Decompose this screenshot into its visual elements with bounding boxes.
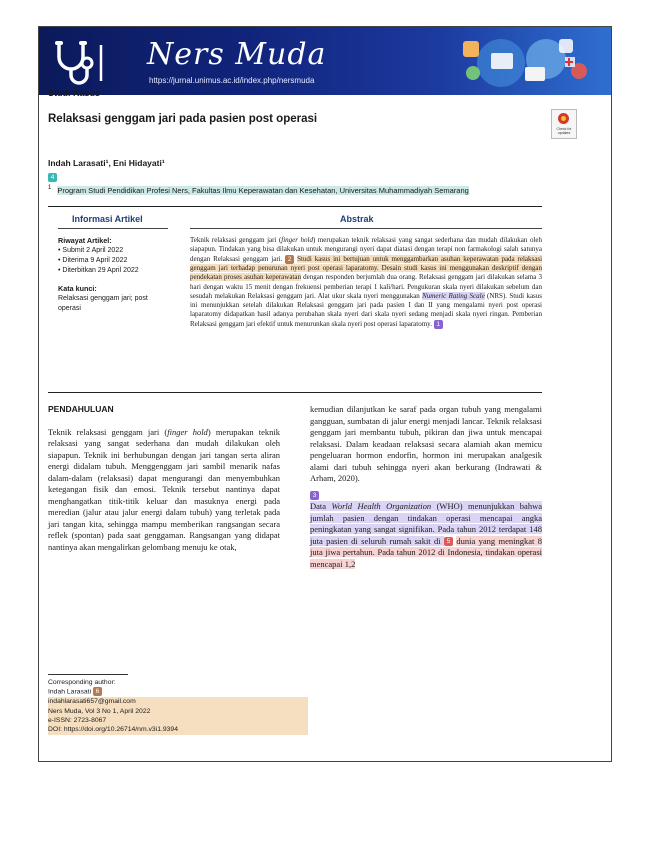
paragraph: kemudian dilanjutkan ke saraf pada organ tubuh yang mengalami gangguan, sumbatan di jalur energi menjadi lancar. Teknik relaksasi genggam jari membantu tubuh, pikiran dan jiwa untuk mencapai relaksasi. Dalam keadaan relaksasi secara alamiah akan memicu pengeluaran hormon endorfin, hormon ini merupakan analgesik alami dari tubuh sehingga nyeri akan berkurang (Indrawati & Arham, 2020).	[310, 404, 542, 483]
history-item: • Diterbitkan 29 April 2022	[58, 267, 139, 274]
history-item: • Diterima 9 April 2022	[58, 257, 128, 264]
divider	[48, 392, 542, 393]
authors	[48, 158, 165, 168]
annotation-badge-5: 5	[444, 537, 453, 546]
info-heading: Informasi Artikel	[72, 214, 143, 224]
paragraph: Data World Health Organization (WHO) menunjukkan bahwa jumlah pasien dengan tindakan operasi mencapai angka peningkatan yang sangat signifikan. Pada tahun 2012 terdapat 148 juta pasien di seluruh rumah sakit di 5 dunia yang meningkat 8 juta jiwa pertahun. Pada tahun 2012 di Indonesia, tindakan operasi mencapai 1,2	[310, 501, 543, 569]
journal-page	[38, 26, 612, 762]
annotation-badge-3: 3	[310, 491, 319, 500]
author-names: Indah Larasati¹, Eni Hidayati¹	[48, 158, 165, 168]
article-title: Relaksasi genggam jari pada pasien post operasi	[48, 113, 318, 125]
footnote-divider	[48, 674, 128, 675]
annotation-badge-1: 1	[434, 320, 443, 329]
article-type: Studi Kasus	[48, 88, 101, 98]
footnote	[48, 678, 308, 735]
abstract-text: Teknik relaksasi genggam jari (finger hold) merupakan teknik relaksasi yang sangat sederhana dan mudah dilakukan oleh siapapun. Tindakan yang bisa dilakukan untuk mengurangi nyeri dapat diatasi dengan terapi non farmakologi salah satunya dengan Relaksasi genggam jari. 2 Studi kasus ini bertujuan untuk menggambarkan asuhan keperawatan pada relaksasi genggam jari terhadap penurunan nyeri post operasi laparatomy. Desain studi kasus ini menggunakan deskriptif dengan pendekatan proses asuhan keperawatan dengan responden berjumlah dua orang. Relaksasi genggam jari dilakukan selama 3 hari dengan waktu 15 menit dengan frekuensi pemberian terapi 1 kali/hari. Pengukuran skala nyeri dilakukan sebelum dan sesudah melakukan Relaksasi genggam jari. Alat ukur skala nyeri menggunakan Numeric Rating Scale (NRS). Studi kasus ini menunjukkan setelah dilakukan Relaksasi genggam jari pada pasien I dan II yang mengalami nyeri post operasi laparatomy didapatkan hasil adanya perubahan skala nyeri dari skala nyeri sedang menjadi skala nyeri ringan. Pemberian Relaksasi genggam jari efektif untuk menurunkan skala nyeri post operasi laparatomy. 1	[190, 236, 543, 328]
info-divider	[58, 228, 168, 229]
body-right-column	[310, 404, 542, 570]
affiliation-text: Program Studi Pendidikan Profesi Ners, Fakultas Ilmu Keperawatan dan Kesehatan, Universitas Muhammadiyah Semarang	[57, 185, 469, 195]
divider	[48, 206, 542, 207]
annotation-badge-6: 6	[93, 687, 102, 696]
keywords: Relaksasi genggam jari; post operasi	[58, 295, 148, 312]
doi-link[interactable]: DOI: https://doi.org/10.26714/nm.v3i1.9394	[48, 725, 308, 734]
corresponding-label: Corresponding author:	[48, 679, 116, 686]
body-left-column: PENDAHULUAN Teknik relaksasi genggam jari (finger hold) merupakan teknik relaksasi yang sangat sederhana dan mudah dilakukan oleh siapapun. Teknik ini berhubungan dengan jari tangan serta aliran energi didalam tubuh. Menggenggam jari sambil menarik nafas dalam-dalam (relaksasi) dapat mengurangi dan menyembuhkan ketegangan fisik dan emosi. Teknik tersebut nantinya dapat menghangatkan titik-titik keluar dan masuknya energi pada meredian (jalur atau jalur energi dalam tubuh) yang terletak pada jari tangan kita, sehingga mampu memberikan rangsangan secara reflek (spontan) pada saat genggaman. Rangsangan yang didapat nantinya akan mengalirkan gelombang menuju ke otak,	[48, 404, 280, 552]
corresponding-name: Indah Larasati 6	[48, 687, 308, 697]
medical-illustration-icon	[451, 33, 601, 91]
history-item: • Submit 2 April 2022	[58, 247, 124, 254]
journal-name: Ners Muda	[147, 37, 327, 72]
affiliation-number: 1	[48, 185, 52, 191]
keywords-label: Kata kunci:	[58, 284, 97, 293]
article-info	[58, 236, 168, 314]
section-heading: PENDAHULUAN	[48, 404, 114, 414]
crossmark-label: Check for updates	[556, 127, 572, 135]
stethoscope-logo-icon	[53, 39, 131, 85]
abstract-divider	[190, 228, 542, 229]
abstract-heading: Abstrak	[340, 214, 374, 224]
issn: e-ISSN: 2723-8067	[48, 716, 308, 725]
journal-url[interactable]: https://jurnal.unimus.ac.id/index.php/nersmuda	[149, 76, 315, 85]
affiliation	[48, 183, 542, 196]
history-label: Riwayat Artikel:	[58, 236, 112, 245]
email-link[interactable]: indahlarasati657@gmail.com	[48, 697, 308, 706]
crossmark-dot	[561, 116, 566, 121]
annotation-badge-2: 2	[285, 255, 294, 264]
journal-volume: Ners Muda, Vol 3 No 1, April 2022	[48, 707, 308, 716]
highlight-objective: Studi kasus ini bertujuan untuk menggambarkan asuhan keperawatan pada relaksasi genggam jari terhadap penurunan nyeri post operasi laparatomy. Desain studi kasus ini menggunakan deskriptif dengan pendekatan proses asuhan keperawatan	[190, 254, 543, 282]
annotation-badge-4: 4	[48, 173, 57, 182]
check-for-updates-badge[interactable]	[551, 109, 577, 139]
journal-banner	[39, 27, 611, 95]
